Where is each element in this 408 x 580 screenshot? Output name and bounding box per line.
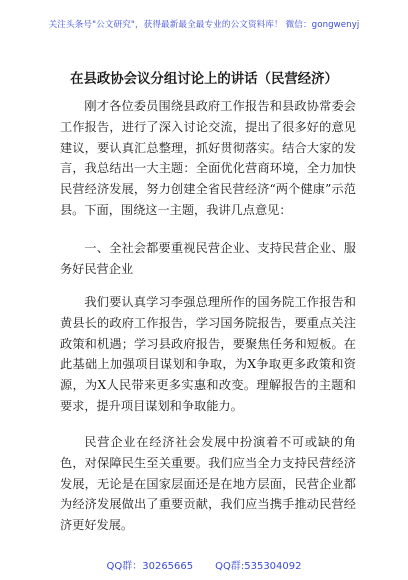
header-banner: 关注头条号"公文研究"，获得最新最全最专业的公文资料库！ 微信：gongwenyj xyxy=(48,20,360,30)
paragraph-body: 民营企业在经济社会发展中扮演着不可或缺的角色，对保障民生至关重要。我们应当全力支持民营经济发展，无论是在国家层面还是在地方层面，民营企业都为经济发展做出了重要贡献，我们应当携手推动民营经济更好发展。 xyxy=(60,435,356,533)
footer-qq-group-2: QQ群:535304092 xyxy=(215,561,302,572)
footer xyxy=(0,557,408,572)
paragraph-intro: 刚才各位委员围绕县政府工作报告和县政协常委会工作报告，进行了深入讨论交流，提出了很多好的意见建议，要认真汇总整理，抓好贯彻落实。结合大家的发言，我总结出一大主题：全面优化营商环境，全力加快民营经济发展，努力创建全省民营经济“两个健康”示范县。下面，围绕这一主题，我讲几点意见： xyxy=(60,99,356,217)
footer-qq-group-1: QQ群：30265665 xyxy=(106,561,194,572)
section-heading: 一、全社会都要重视民营企业、支持民营企业、服务好民营企业 xyxy=(60,241,356,276)
page-title: 在县政协会议分组讨论上的讲话（民营经济） xyxy=(70,71,338,87)
paragraph-body: 我们要认真学习李强总理所作的国务院工作报告和黄县长的政府工作报告，学习国务院报告，要重点关注政策和机遇；学习县政府报告，要聚焦任务和短板。在此基础上加强项目谋划和争取，为X争取更多政策和资源，为X人民带来更多实惠和改变。理解报告的主题和要求，提升项目谋划和争取能力。 xyxy=(60,295,356,413)
